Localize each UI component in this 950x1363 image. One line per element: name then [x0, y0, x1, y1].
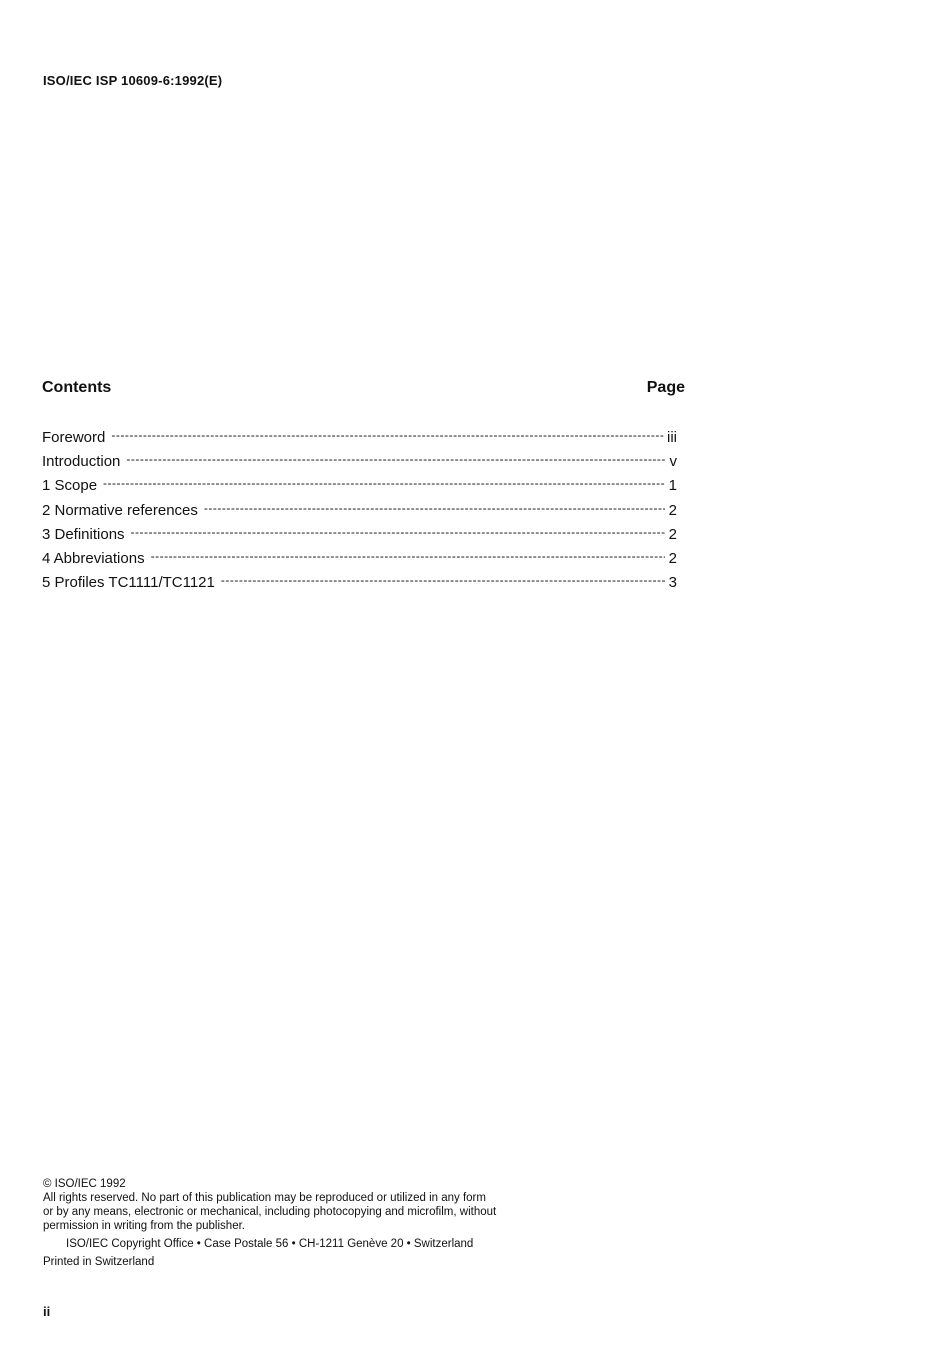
dot-leader — [204, 500, 665, 515]
copyright-office-address: ISO/IEC Copyright Office • Case Postale 56 • CH-1211 Genève 20 • Switzerland — [66, 1238, 474, 1250]
dot-leader — [131, 524, 665, 539]
page-number: ii — [43, 1304, 51, 1319]
toc-entry-title: 3 Definitions — [42, 525, 125, 543]
toc-entry-title: 4 Abbreviations — [42, 549, 145, 567]
toc-entry-page: 2 — [668, 501, 677, 519]
toc-entry-scope[interactable] — [42, 475, 677, 499]
toc-entry-title: Introduction — [42, 453, 121, 471]
document-identifier: ISO/IEC ISP 10609-6:1992(E) — [43, 73, 223, 88]
toc-entry-profiles[interactable] — [42, 572, 677, 596]
copyright-line: © ISO/IEC 1992 — [43, 1178, 126, 1190]
table-of-contents — [42, 427, 677, 596]
printed-location: Printed in Switzerland — [43, 1256, 155, 1268]
page-column-label: Page — [646, 379, 685, 396]
dot-leader — [103, 475, 665, 490]
contents-title: Contents — [42, 379, 112, 396]
rights-statement-line: permission in writing from the publisher. — [43, 1220, 245, 1232]
toc-entry-page: 3 — [668, 574, 677, 592]
toc-entry-page: 2 — [668, 525, 677, 543]
dot-leader — [111, 427, 665, 442]
dot-leader — [151, 548, 665, 563]
toc-entry-title: Foreword — [42, 429, 106, 446]
toc-entry-page: 2 — [668, 549, 677, 567]
contents-heading-row — [42, 379, 685, 397]
toc-entry-definitions[interactable] — [42, 524, 677, 548]
toc-entry-title: 2 Normative references — [42, 501, 198, 519]
toc-entry-page: 1 — [668, 477, 677, 495]
dot-leader — [221, 572, 665, 587]
toc-entry-title: 1 Scope — [42, 477, 98, 495]
toc-entry-page: v — [669, 453, 677, 471]
rights-statement-line: or by any means, electronic or mechanical, including photocopying and microfilm, without — [43, 1206, 497, 1218]
toc-entry-title: 5 Profiles TC1111/TC1121 — [42, 574, 215, 592]
toc-entry-abbreviations[interactable] — [42, 548, 677, 572]
rights-statement-line: All rights reserved. No part of this publication may be reproduced or utilized in any form — [43, 1192, 486, 1204]
toc-entry-normative-references[interactable] — [42, 500, 677, 524]
toc-entry-foreword[interactable] — [42, 427, 677, 451]
copyright-notice — [43, 1177, 603, 1269]
toc-entry-introduction[interactable] — [42, 451, 677, 475]
dot-leader — [126, 451, 665, 466]
toc-entry-page: iii — [667, 429, 677, 446]
